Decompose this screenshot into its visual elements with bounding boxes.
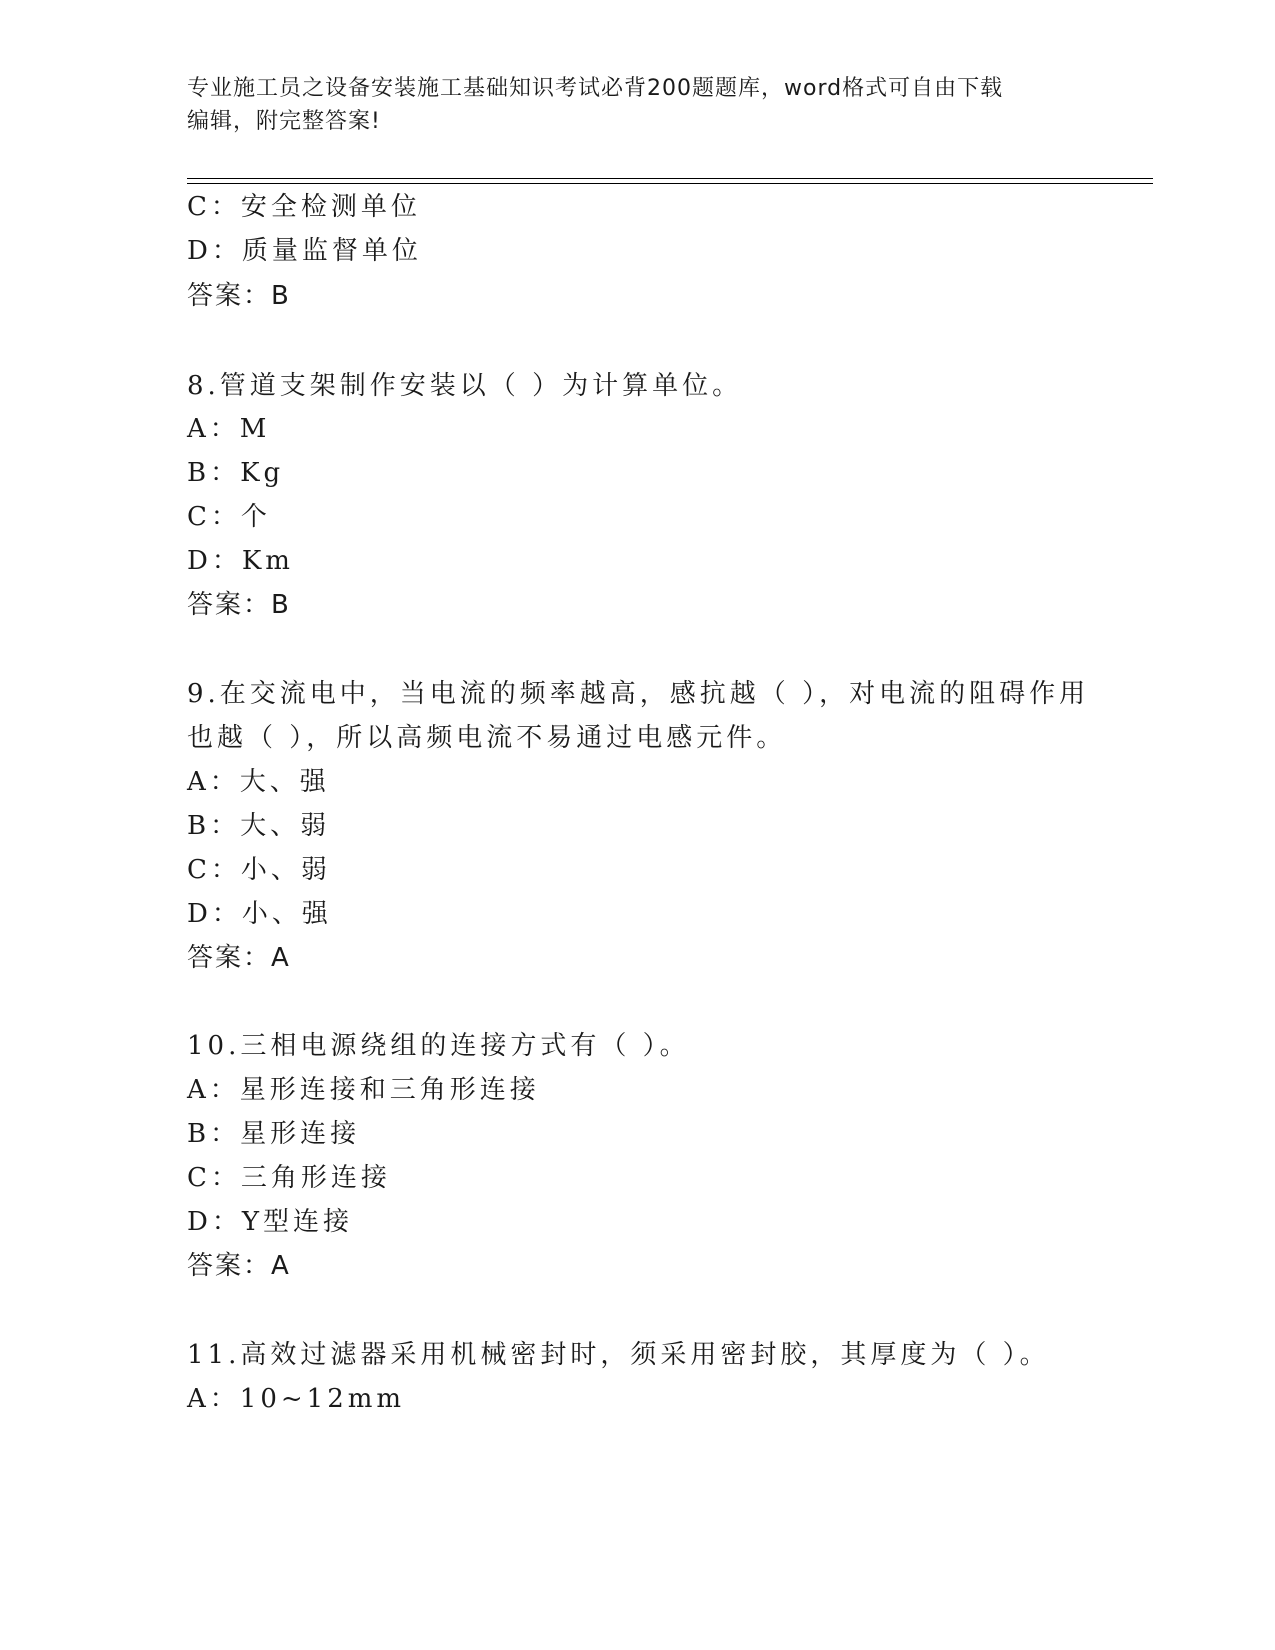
q10-stem: 10.三相电源绕组的连接方式有（ ）。 bbox=[187, 1031, 690, 1061]
q9-option-a: A：大、强 bbox=[187, 767, 330, 797]
prev-answer: 答案：B bbox=[187, 281, 291, 311]
q10-option-a: A：星形连接和三角形连接 bbox=[187, 1075, 540, 1105]
q10-option-d: D：Y型连接 bbox=[187, 1207, 354, 1237]
q9-option-b: B：大、弱 bbox=[187, 811, 331, 841]
q8-stem: 8.管道支架制作安装以（ ）为计算单位。 bbox=[187, 371, 743, 401]
q9-stem-line2: 也越（ ），所以高频电流不易通过电感元件。 bbox=[187, 723, 787, 753]
q8-option-a: A：M bbox=[187, 414, 271, 444]
document-header bbox=[187, 72, 1067, 138]
q9-option-d: D：小、强 bbox=[187, 899, 332, 929]
prev-option-d: D：质量监督单位 bbox=[187, 236, 422, 266]
q10-answer: 答案：A bbox=[187, 1251, 291, 1281]
header-title-line2: 编辑，附完整答案! bbox=[187, 109, 381, 134]
header-divider-bottom bbox=[187, 183, 1153, 184]
prev-option-c: C：安全检测单位 bbox=[187, 192, 421, 222]
q8-option-d: D：Km bbox=[187, 546, 294, 576]
header-divider-top bbox=[187, 178, 1153, 179]
q8-option-c: C：个 bbox=[187, 502, 271, 532]
q11-stem: 11.高效过滤器采用机械密封时，须采用密封胶，其厚度为（ ）。 bbox=[187, 1340, 1050, 1370]
q9-option-c: C：小、弱 bbox=[187, 855, 331, 885]
q9-answer: 答案：A bbox=[187, 943, 291, 973]
q10-option-b: B：星形连接 bbox=[187, 1119, 361, 1149]
header-title-line1: 专业施工员之设备安装施工基础知识考试必背200题题库，word格式可自由下载 bbox=[187, 76, 1004, 101]
q8-option-b: B：Kg bbox=[187, 458, 285, 488]
q9-stem-line1: 9.在交流电中，当电流的频率越高，感抗越（ ），对电流的阻碍作用 bbox=[187, 679, 1090, 709]
q8-answer: 答案：B bbox=[187, 590, 291, 620]
q10-option-c: C：三角形连接 bbox=[187, 1163, 391, 1193]
q11-option-a: A：10~12mm bbox=[187, 1384, 406, 1414]
